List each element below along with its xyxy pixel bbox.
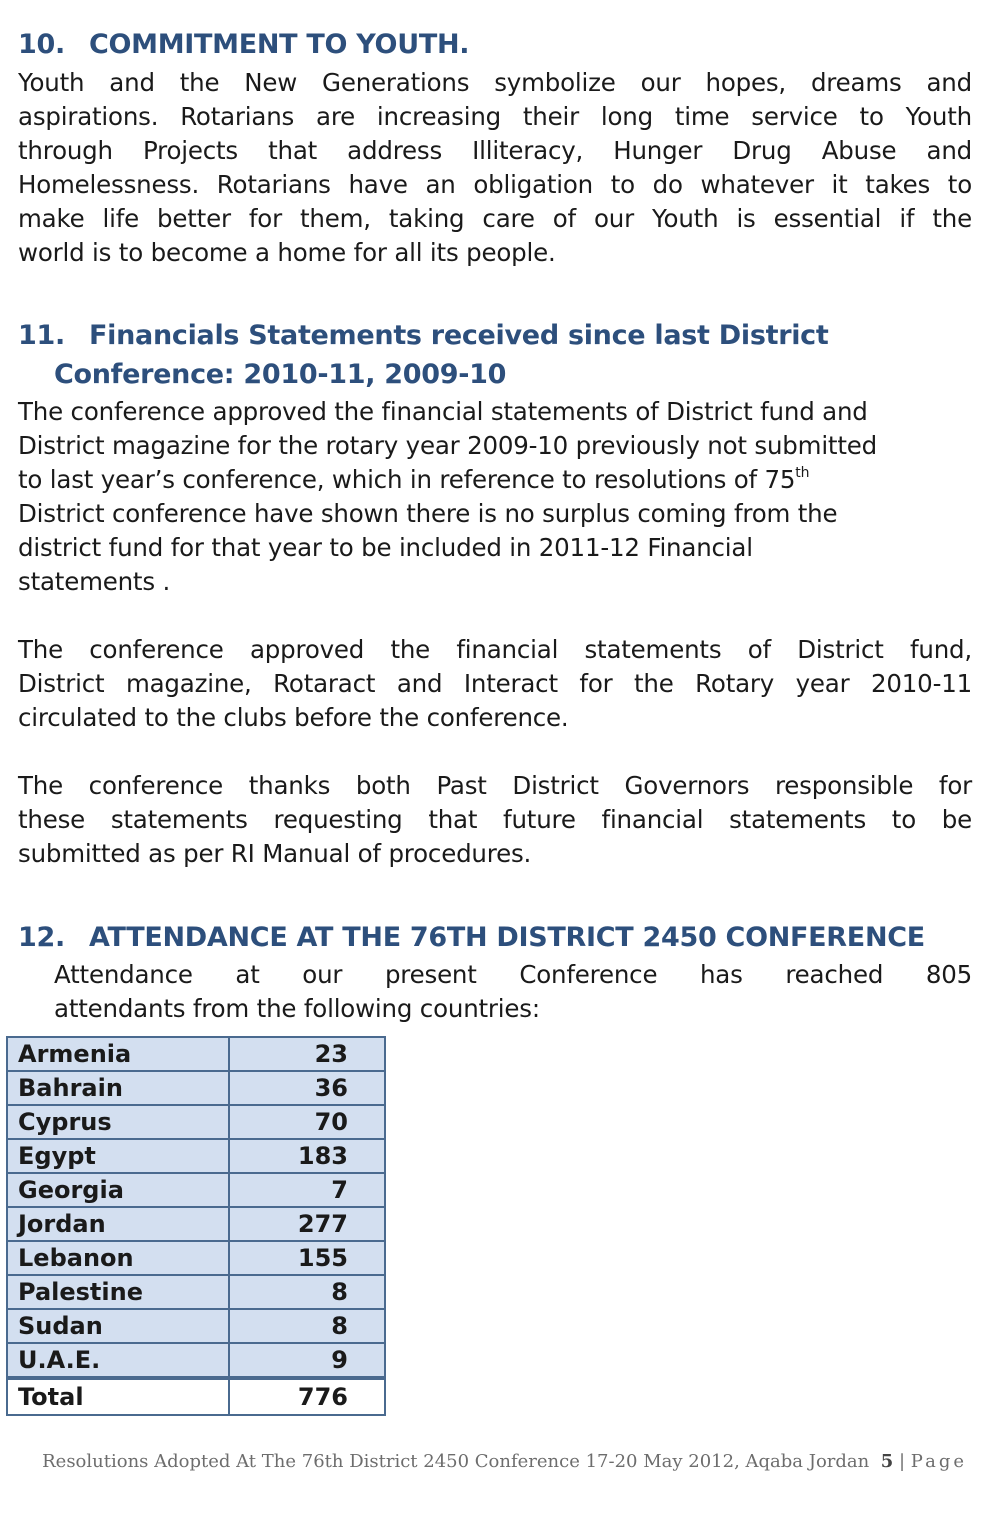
section-11-paragraph-1 (18, 395, 972, 599)
body-line: The conference approved the financial statements of District fund, (18, 635, 972, 664)
country-cell: Palestine (7, 1275, 229, 1309)
table-row (7, 1105, 385, 1139)
footer-text: Resolutions Adopted At The 76th District 2450 Conference 17-20 May 2012, Aqaba Jordan (42, 1451, 870, 1472)
table-row (7, 1037, 385, 1071)
body-line: aspirations. Rotarians are increasing their long time service to Youth (18, 102, 972, 131)
table-row (7, 1173, 385, 1207)
count-cell: 7 (229, 1173, 385, 1207)
section-11-paragraph-3 (18, 769, 972, 871)
body-line-text: to last year’s conference, which in reference to resolutions of 75 (18, 465, 796, 494)
country-cell: Bahrain (7, 1071, 229, 1105)
body-line: The conference thanks both Past District Governors responsible for (18, 771, 972, 800)
section-10-number: 10. (18, 29, 65, 60)
section-12-number: 12. (18, 922, 65, 953)
footer-separator: | (898, 1451, 906, 1472)
body-line: District conference have shown there is no surplus coming from the (18, 499, 838, 528)
section-11-title-line1: Financials Statements received since last District (89, 320, 829, 351)
section-11-title-line2: Conference: 2010-11, 2009-10 (54, 359, 507, 390)
section-11-paragraph-2 (18, 633, 972, 735)
table-row (7, 1275, 385, 1309)
body-line: submitted as per RI Manual of procedures. (18, 839, 532, 868)
body-line: these statements requesting that future financial statements to be (18, 805, 972, 834)
total-value: 776 (229, 1378, 385, 1415)
section-12-title: ATTENDANCE AT THE 76TH DISTRICT 2450 CONFERENCE (89, 922, 925, 953)
body-line: world is to become a home for all its people. (18, 238, 556, 267)
count-cell: 277 (229, 1207, 385, 1241)
total-row (7, 1378, 385, 1415)
country-cell: Lebanon (7, 1241, 229, 1275)
body-line: district fund for that year to be included in 2011-12 Financial (18, 533, 753, 562)
count-cell: 155 (229, 1241, 385, 1275)
country-cell: Georgia (7, 1173, 229, 1207)
body-line: circulated to the clubs before the conference. (18, 703, 569, 732)
body-line: attendants from the following countries: (54, 994, 540, 1023)
count-cell: 23 (229, 1037, 385, 1071)
body-line: Attendance at our present Conference has reached 805 (54, 960, 972, 989)
count-cell: 9 (229, 1343, 385, 1378)
country-cell: Jordan (7, 1207, 229, 1241)
section-10-body (18, 66, 972, 270)
body-line (18, 463, 972, 497)
table-row (7, 1241, 385, 1275)
body-line: make life better for them, taking care of our Youth is essential if the (18, 204, 972, 233)
body-line: District magazine for the rotary year 2009-10 previously not submitted (18, 431, 877, 460)
body-line: Homelessness. Rotarians have an obligation to do whatever it takes to (18, 170, 972, 199)
body-line: through Projects that address Illiteracy, Hunger Drug Abuse and (18, 136, 972, 165)
country-cell: Armenia (7, 1037, 229, 1071)
table-row (7, 1071, 385, 1105)
count-cell: 8 (229, 1309, 385, 1343)
table-row (7, 1139, 385, 1173)
country-cell: Egypt (7, 1139, 229, 1173)
section-10-title: COMMITMENT TO YOUTH. (89, 29, 470, 60)
section-10-heading (18, 26, 469, 64)
table-row (7, 1343, 385, 1378)
ordinal-suffix: th (795, 464, 810, 481)
page-footer (42, 1451, 967, 1472)
country-cell: Sudan (7, 1309, 229, 1343)
country-cell: Cyprus (7, 1105, 229, 1139)
section-11-number: 11. (18, 320, 65, 351)
section-11-heading (18, 317, 829, 355)
page-number: 5 (880, 1451, 894, 1472)
body-line: statements . (18, 567, 171, 596)
body-line: District magazine, Rotaract and Interact for the Rotary year 2010-11 (18, 669, 972, 698)
table-row (7, 1207, 385, 1241)
section-12-heading (18, 919, 925, 957)
count-cell: 70 (229, 1105, 385, 1139)
attendance-table (6, 1036, 386, 1416)
page-label: Page (910, 1451, 967, 1472)
count-cell: 183 (229, 1139, 385, 1173)
body-line: The conference approved the financial statements of District fund and (18, 397, 868, 426)
table-row (7, 1309, 385, 1343)
count-cell: 36 (229, 1071, 385, 1105)
body-line: Youth and the New Generations symbolize our hopes, dreams and (18, 68, 972, 97)
section-12-body (54, 958, 972, 1026)
count-cell: 8 (229, 1275, 385, 1309)
country-cell: U.A.E. (7, 1343, 229, 1378)
total-label: Total (7, 1378, 229, 1415)
